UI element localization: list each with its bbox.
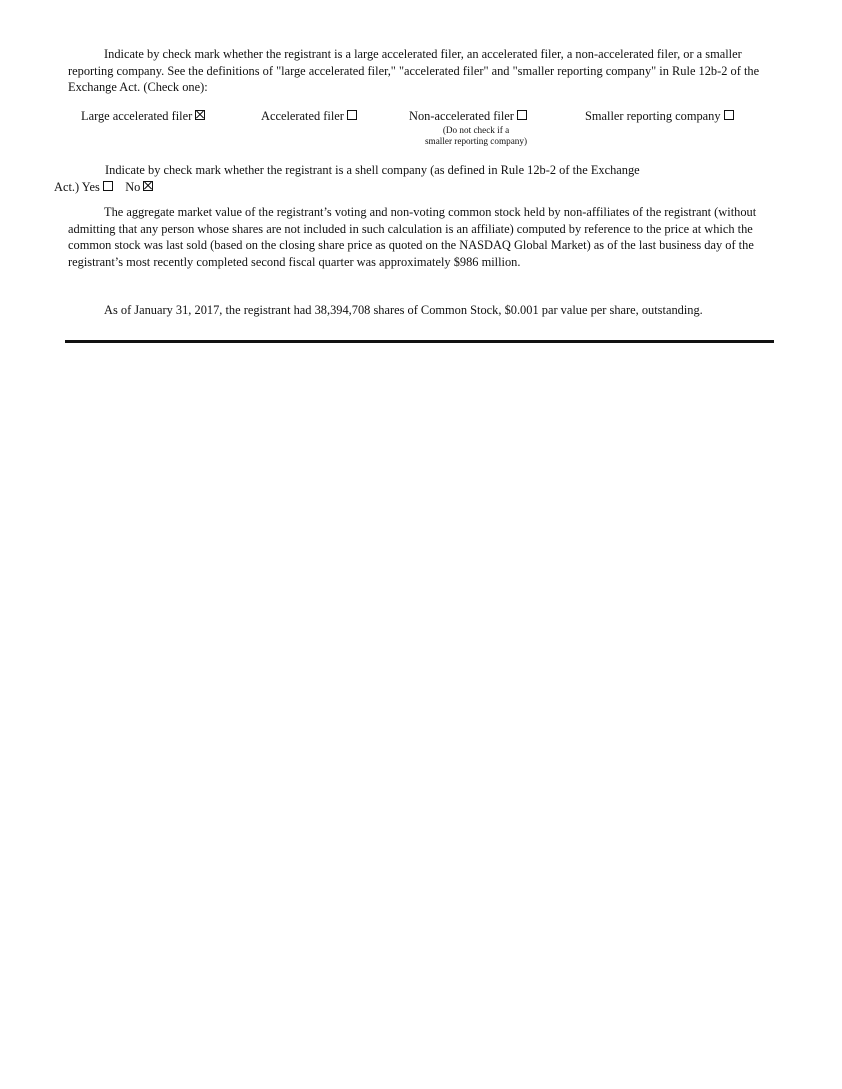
large-accelerated-filer-checkbox[interactable]: [195, 110, 205, 120]
shell-question-line-2: [54, 179, 760, 196]
smaller-reporting-company-checkbox[interactable]: [724, 110, 734, 120]
shell-company-question: [54, 162, 760, 195]
yes-label: Yes: [81, 179, 100, 194]
shell-no-checkbox[interactable]: [143, 181, 153, 191]
note-line-1: (Do not check if a: [442, 125, 510, 135]
accelerated-filer-checkbox[interactable]: [347, 110, 357, 120]
large-accelerated-filer-label: Large accelerated filer: [81, 109, 193, 123]
act-label: Act.): [54, 179, 80, 194]
accelerated-filer-option: [261, 108, 357, 124]
note-line-2: smaller reporting company): [424, 136, 528, 146]
shares-outstanding-text: As of January 31, 2017, the registrant had 38,394,708 shares of Common Stock, $0.001 par value per share, outstanding.: [104, 303, 703, 317]
shell-yes-checkbox[interactable]: [103, 181, 113, 191]
shell-question-line-1: Indicate by check mark whether the registrant is a shell company (as defined in Rule 12b-2 of the Exchange: [105, 163, 640, 177]
horizontal-rule: [65, 340, 774, 343]
market-value-paragraph: [68, 204, 774, 270]
smaller-reporting-company-option: [585, 108, 734, 124]
non-accelerated-filer-checkbox[interactable]: [517, 110, 527, 120]
filer-status-paragraph: [68, 46, 774, 96]
shares-outstanding-paragraph: [68, 302, 774, 319]
non-accelerated-filer-note: [409, 125, 543, 147]
non-accelerated-filer-option: [409, 108, 527, 124]
accelerated-filer-label: Accelerated filer: [261, 109, 344, 123]
filer-status-text: Indicate by check mark whether the registrant is a large accelerated filer, an accelerated filer, a non-accelerated filer, or a smaller reporting company. See the definitions of "large accelerated filer," "accelerated filer" and "smaller reporting company" in Rule 12b-2 of the Exchange Act. (Check one):: [68, 47, 760, 94]
no-label: No: [125, 179, 141, 194]
smaller-reporting-company-label: Smaller reporting company: [585, 109, 721, 123]
market-value-text: The aggregate market value of the registrant’s voting and non-voting common stock held by non-affiliates of the registrant (without admitting that any person whose shares are not included in such calculation is an affiliate) computed by reference to the price at which the common stock was last sold (based on the closing share price as quoted on the NASDAQ Global Market) as of the last business day of the registrant’s most recently completed second fiscal quarter was approximately $986 million.: [68, 205, 757, 269]
non-accelerated-filer-label: Non-accelerated filer: [409, 109, 514, 123]
large-accelerated-filer-option: [81, 108, 205, 124]
